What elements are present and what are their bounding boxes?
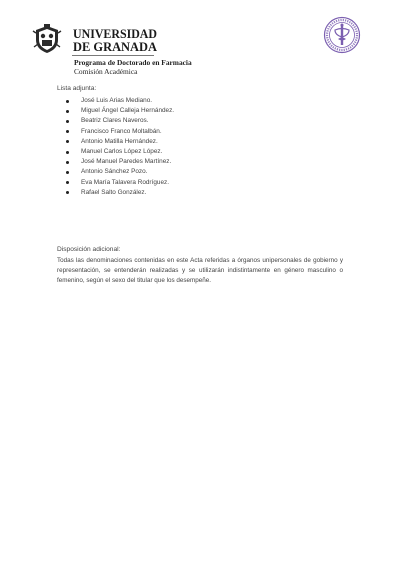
provision-text: Todas las denominaciones contenidas en este Acta referidas a órganos unipersonales de gobierno y representación, se entenderán realizadas y se utilizarán indistintamente en género masculino o femenino, según el sexo del titular que los desempeñe. [57,257,343,285]
program-title: Programa de Doctorado en Farmacia [74,58,192,67]
university-wordmark [72,26,162,54]
list-item [57,147,174,157]
commission-name: Comisión Académica [74,67,138,76]
bullet-icon [66,171,69,174]
bullet-icon [66,191,69,194]
list-item [57,167,174,177]
header-divider [72,55,154,56]
bullet-icon [66,100,69,103]
list-item [57,188,174,198]
member-name: Eva María Talavera Rodríguez. [81,178,169,186]
member-name: Beatriz Clares Naveros. [81,117,149,125]
list-item [57,178,174,188]
member-name: Rafael Salto González. [81,188,147,196]
list-item [57,157,174,167]
pharmacy-faculty-seal-icon [323,16,361,54]
list-item [57,116,174,126]
university-crest-icon [32,24,62,54]
bullet-icon [66,130,69,133]
member-name: Manuel Carlos López López. [81,147,163,155]
member-name: José Luis Arias Mediano. [81,97,153,104]
member-name: Antonio Matilla Hernández. [81,137,158,145]
provision-heading: Disposición adicional: [57,246,121,253]
list-item [57,96,174,106]
bullet-icon [66,181,69,184]
member-name: Antonio Sánchez Pozo. [81,168,148,176]
attendee-list [57,96,174,198]
member-name: Francisco Franco Moltalbán. [81,127,162,135]
bullet-icon [66,151,69,154]
member-name: Miguel Ángel Calleja Hernández. [81,107,175,115]
bullet-icon [66,161,69,164]
list-item [57,127,174,137]
university-name-line1: UNIVERSIDAD [73,27,157,41]
university-name-line2: DE GRANADA [73,40,157,54]
list-item [57,106,174,116]
bullet-icon [66,120,69,123]
list-item [57,137,174,147]
member-name: José Manuel Paredes Martínez. [81,158,172,166]
bullet-icon [66,110,69,113]
bullet-icon [66,140,69,143]
attachment-heading: Lista adjunta: [57,85,97,92]
